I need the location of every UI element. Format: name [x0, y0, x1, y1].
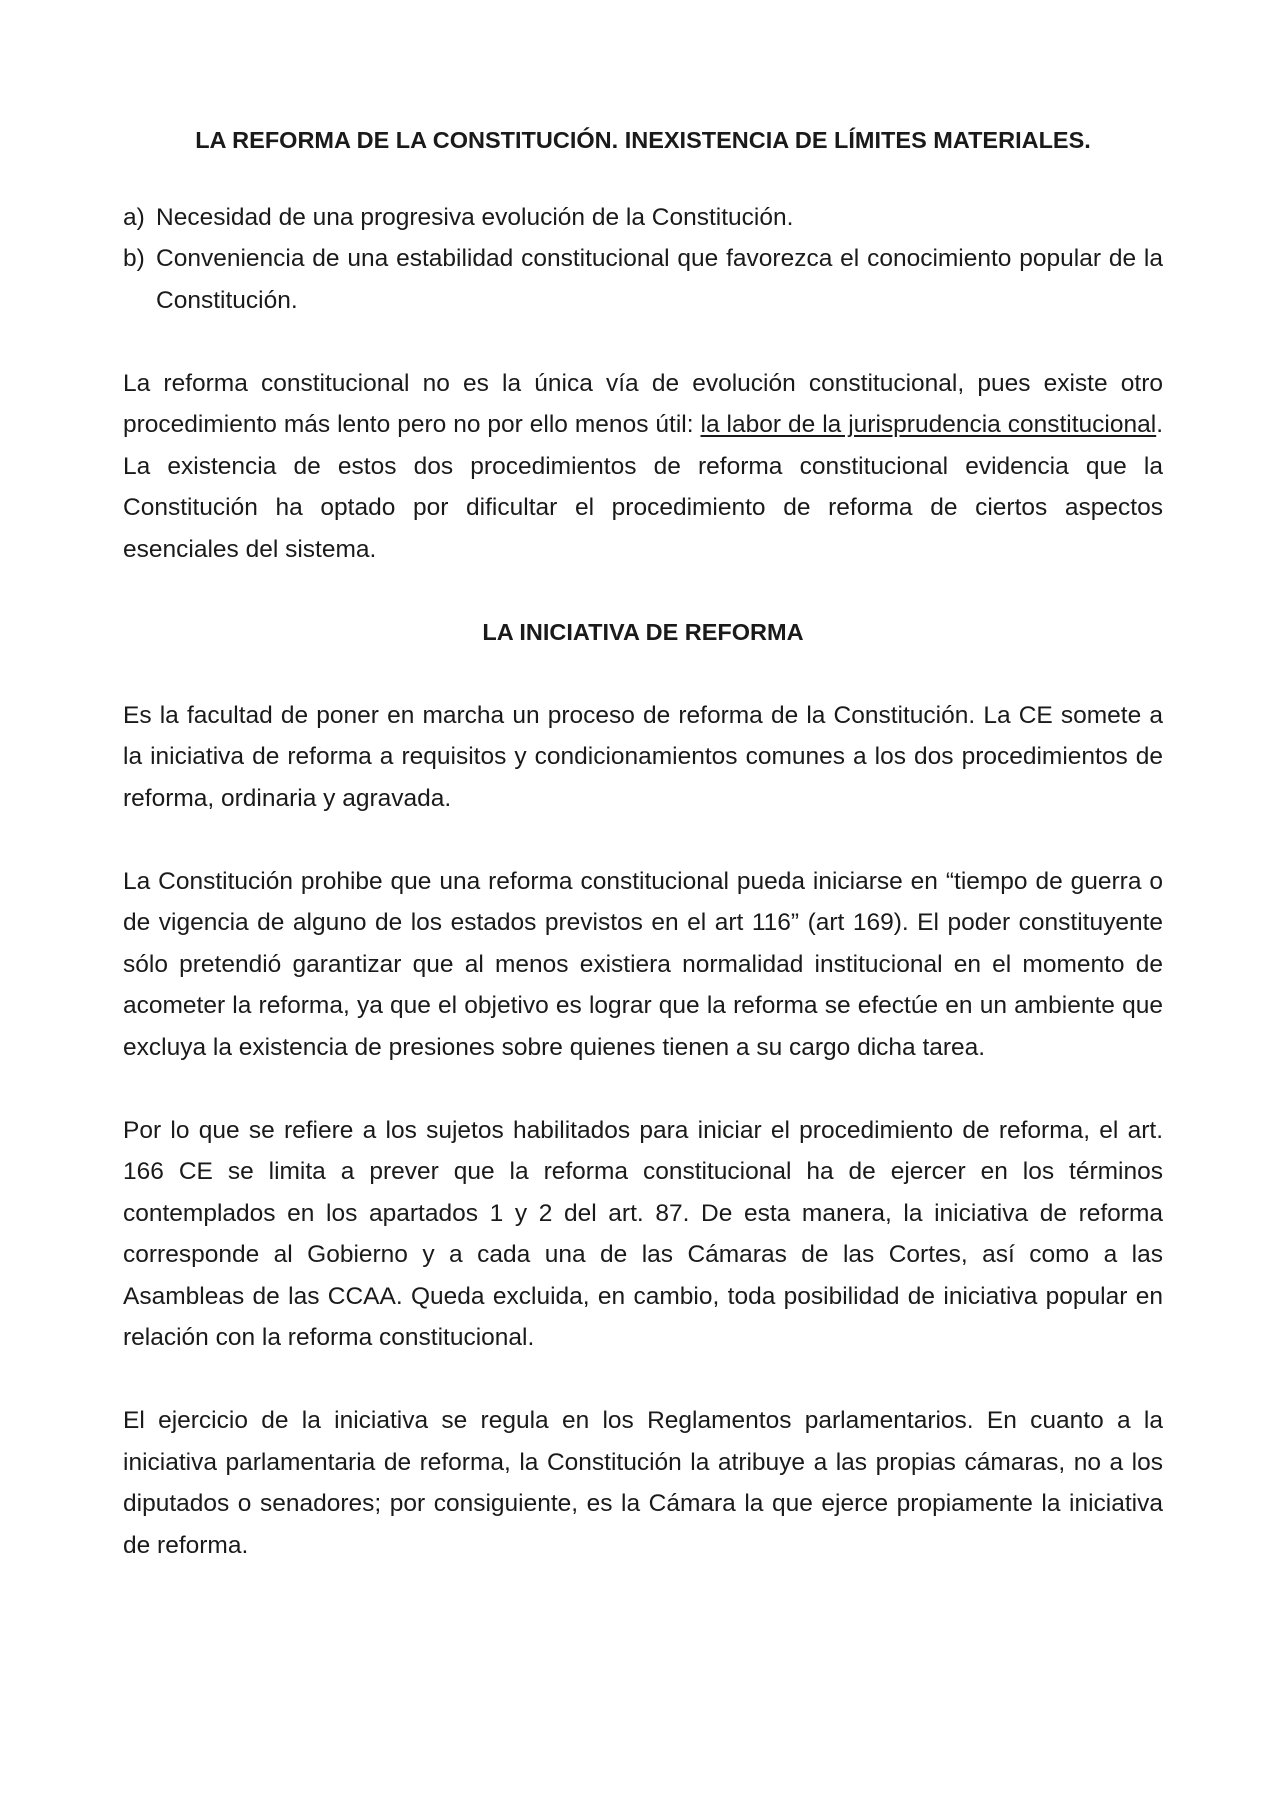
paragraph-regulation: El ejercicio de la iniciativa se regula en los Reglamentos parlamentarios. En cuanto a la iniciativa parlamentaria de reforma, la Constitución la atribuye a las propias cámaras, no a los diputados o senadores; por consiguiente, es la Cámara la que ejerce propiamente la iniciativa de reforma. — [123, 1407, 1163, 1559]
list-item — [123, 238, 1163, 321]
paragraph-definition: Es la facultad de poner en marcha un proceso de reforma de la Constitución. La CE somete a la iniciativa de reforma a requisitos y condicionamientos comunes a los dos procedimientos de reforma, ordinaria y agravada. — [123, 701, 1163, 812]
list-item-text: Necesidad de una progresiva evolución de la Constitución. — [156, 203, 794, 231]
list-item — [123, 197, 1163, 239]
paragraph-text: . La existencia de estos dos procedimientos de reforma constitucional evidencia que la Constitución ha optado por dificultar el procedimiento de reforma de ciertos aspectos esenciales del sistema. — [123, 411, 1163, 563]
list-marker: b) — [123, 245, 145, 272]
list-marker: a) — [123, 203, 145, 231]
section-heading: LA INICIATIVA DE REFORMA — [482, 618, 804, 645]
list — [123, 197, 1163, 322]
paragraph-prohibition: La Constitución prohibe que una reforma constitucional pueda iniciarse en “tiempo de guerra o de vigencia de alguno de los estados previstos en el art 116” (art 169). El poder constituyente sólo pretendió garantizar que al menos existiera normalidad institucional en el momento de acometer la reforma, ya que el objetivo es lograr que la reforma se efectúe en un ambiente que excluya la existencia de presiones sobre quienes tienen a su cargo dicha tarea. — [123, 867, 1163, 1061]
underlined-text: la labor de la jurisprudencia constitucional — [700, 411, 1157, 438]
list-item-text: Conveniencia de una estabilidad constitucional que favorezca el conocimiento popular de la Constitución. — [156, 245, 1163, 314]
paragraph-subjects: Por lo que se refiere a los sujetos habilitados para iniciar el procedimiento de reforma, el art. 166 CE se limita a prever que la reforma constitucional ha de ejercer en los términos contemplados en los apartados 1 y 2 del art. 87. De esta manera, la iniciativa de reforma corresponde al Gobierno y a cada una de las Cámaras de las Cortes, así como a las Asambleas de las CCAA. Queda excluida, en cambio, toda posibilidad de iniciativa popular en relación con la reforma constitucional. — [123, 1116, 1163, 1351]
document-title: LA REFORMA DE LA CONSTITUCIÓN. INEXISTENCIA DE LÍMITES MATERIALES. — [195, 127, 1091, 153]
document-page — [123, 120, 1163, 1566]
paragraph-evolution — [123, 363, 1163, 571]
paragraph-text: La reforma constitucional no es la única vía de evolución constitucional, pues existe otro procedimiento más lento pero no por ello menos útil: — [123, 369, 1163, 438]
